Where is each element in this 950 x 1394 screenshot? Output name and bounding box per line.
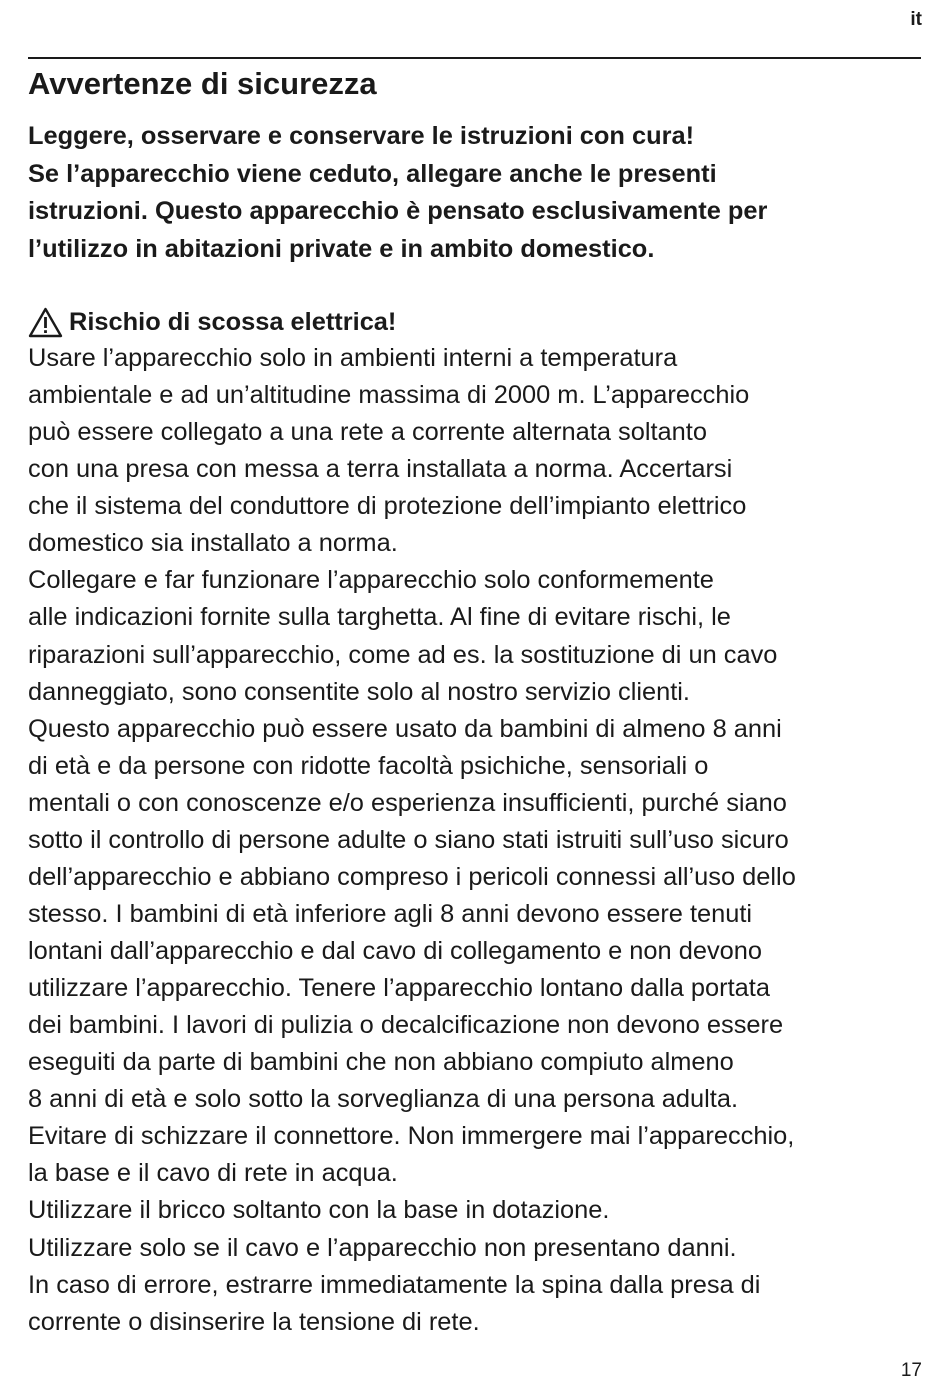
body-line: eseguiti da parte di bambini che non abbiano compiuto almeno — [28, 1048, 734, 1077]
intro-line: Leggere, osservare e conservare le istruzioni con cura! — [28, 122, 695, 150]
warning-heading-text: Rischio di scossa elettrica! — [69, 308, 397, 336]
body-line: riparazioni sull’apparecchio, come ad es. la sostituzione di un cavo — [28, 640, 778, 669]
body-line: utilizzare l’apparecchio. Tenere l’apparecchio lontano dalla portata — [28, 974, 770, 1003]
body-line: corrente o disinserire la tensione di rete. — [28, 1307, 480, 1336]
warning-heading — [28, 304, 396, 341]
body-line: In caso di errore, estrarre immediatamente la spina dalla presa di — [28, 1270, 761, 1299]
warning-triangle-icon — [28, 307, 63, 338]
body-line: ambientale e ad un’altitudine massima di 2000 m. L’apparecchio — [28, 381, 750, 410]
header-rule — [28, 57, 921, 59]
body-line: 8 anni di età e solo sotto la sorveglianza di una persona adulta. — [28, 1085, 739, 1114]
body-line: domestico sia installato a norma. — [28, 529, 398, 558]
body-line: Utilizzare il bricco soltanto con la base in dotazione. — [28, 1196, 610, 1225]
body-line: Utilizzare solo se il cavo e l’apparecchio non presentano danni. — [28, 1233, 737, 1262]
body-line: con una presa con messa a terra installata a norma. Accertarsi — [28, 455, 733, 484]
intro-paragraph — [28, 118, 928, 268]
body-line: dei bambini. I lavori di pulizia o decalcificazione non devono essere — [28, 1011, 784, 1040]
body-line: Usare l’apparecchio solo in ambienti interni a temperatura — [28, 344, 678, 372]
section-title: Avvertenze di sicurezza — [28, 66, 377, 101]
warning-body — [28, 340, 928, 1341]
body-line: alle indicazioni fornite sulla targhetta. Al fine di evitare rischi, le — [28, 603, 731, 632]
language-tag: it — [910, 9, 922, 30]
body-line: sotto il controllo di persone adulte o siano stati istruiti sull’uso sicuro — [28, 825, 789, 854]
page-number: 17 — [900, 1360, 922, 1381]
body-line: danneggiato, sono consentite solo al nostro servizio clienti. — [28, 677, 690, 706]
body-line: Collegare e far funzionare l’apparecchio solo conformemente — [28, 566, 714, 595]
body-line: Questo apparecchio può essere usato da bambini di almeno 8 anni — [28, 714, 782, 743]
body-line: può essere collegato a una rete a corrente alternata soltanto — [28, 418, 707, 447]
body-line: lontani dall’apparecchio e dal cavo di collegamento e non devono — [28, 937, 763, 965]
body-line: Evitare di schizzare il connettore. Non immergere mai l’apparecchio, — [28, 1122, 795, 1151]
body-line: mentali o con conoscenze e/o esperienza insufficienti, purché siano — [28, 788, 787, 817]
intro-line: istruzioni. Questo apparecchio è pensato esclusivamente per — [28, 197, 768, 225]
intro-line: Se l’apparecchio viene ceduto, allegare anche le presenti — [28, 159, 717, 188]
body-line: di età e da persone con ridotte facoltà psichiche, sensoriali o — [28, 751, 709, 780]
body-line: stesso. I bambini di età inferiore agli 8 anni devono essere tenuti — [28, 899, 753, 928]
intro-line: l’utilizzo in abitazioni private e in ambito domestico. — [28, 234, 655, 263]
body-line: la base e il cavo di rete in acqua. — [28, 1159, 398, 1188]
body-line: dell’apparecchio e abbiano compreso i pericoli connessi all’uso dello — [28, 862, 796, 891]
body-line: che il sistema del conduttore di protezione dell’impianto elettrico — [28, 492, 747, 521]
